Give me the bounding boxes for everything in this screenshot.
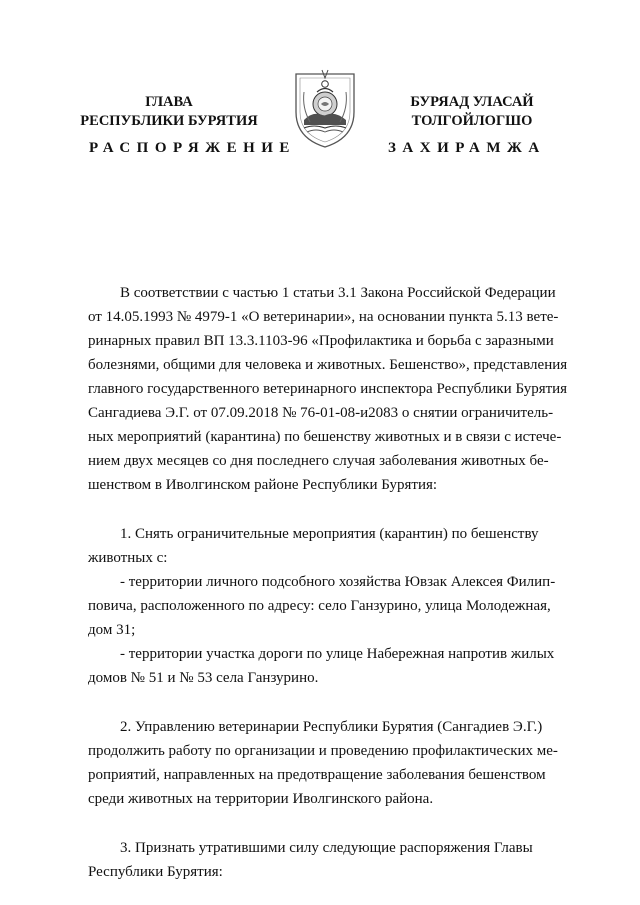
document-body: [88, 281, 572, 884]
text-line: ных мероприятий (карантина) по бешенству животных и в связи с истече-: [88, 429, 562, 445]
text-line: В соответствии с частью 1 статьи 3.1 Закона Российской Федерации: [120, 285, 556, 301]
text-line: - территории личного подсобного хозяйства Ювзак Алексея Филип-: [120, 574, 556, 590]
doc-type-ru: РАСПОРЯЖЕНИЕ: [89, 140, 296, 156]
text-line: дом 31;: [88, 622, 136, 638]
text-line: домов № 51 и № 53 села Ганзурино.: [88, 670, 319, 686]
coat-of-arms-icon: [290, 68, 360, 150]
header-right-line1: БУРЯАД УЛАСАЙ: [410, 94, 534, 110]
header-right: [372, 93, 572, 131]
text-line: ринарных правил ВП 13.3.1103-96 «Профилактика и борьба с заразными: [88, 333, 554, 349]
item-2: [88, 715, 572, 811]
header-right-line2: ТОЛГОЙЛОГШО: [411, 113, 533, 129]
text-line: животных с:: [88, 550, 168, 566]
text-line: продолжить работу по организации и проведению профилактических ме-: [88, 743, 558, 759]
text-line: от 14.05.1993 № 4979-1 «О ветеринарии», на основании пункта 5.13 вете-: [88, 309, 559, 325]
header-left-line1: ГЛАВА: [145, 94, 193, 110]
text-line: нием двух месяцев со дня последнего случая заболевания животных бе-: [88, 453, 549, 469]
item-1: [88, 522, 572, 690]
text-line: 3. Признать утратившими силу следующие распоряжения Главы: [120, 840, 533, 856]
text-line: болезнями, общими для человека и животных. Бешенство», представления: [88, 357, 568, 373]
item-3: [88, 836, 572, 884]
header-left: [62, 93, 276, 131]
preamble: [88, 281, 572, 497]
text-line: Сангадиева Э.Г. от 07.09.2018 № 76-01-08-и2083 о снятии ограничитель-: [88, 405, 554, 421]
text-line: главного государственного ветеринарного инспектора Республики Бурятия: [88, 381, 568, 397]
text-line: роприятий, направленных на предотвращение заболевания бешенством: [88, 767, 546, 783]
header-left-line2: РЕСПУБЛИКИ БУРЯТИЯ: [80, 113, 258, 129]
text-line: 1. Снять ограничительные мероприятия (карантин) по бешенству: [120, 526, 539, 542]
text-line: 2. Управлению ветеринарии Республики Бурятия (Сангадиев Э.Г.): [120, 719, 543, 735]
doc-type-bur: ЗАХИРАМЖА: [388, 140, 546, 156]
text-line: шенством в Иволгинском районе Республики Бурятия:: [88, 477, 438, 493]
text-line: среди животных на территории Иволгинского района.: [88, 791, 434, 807]
text-line: Республики Бурятия:: [88, 864, 223, 880]
text-line: повича, расположенного по адресу: село Ганзурино, улица Молодежная,: [88, 598, 551, 614]
text-line: - территории участка дороги по улице Набережная напротив жилых: [120, 646, 555, 662]
